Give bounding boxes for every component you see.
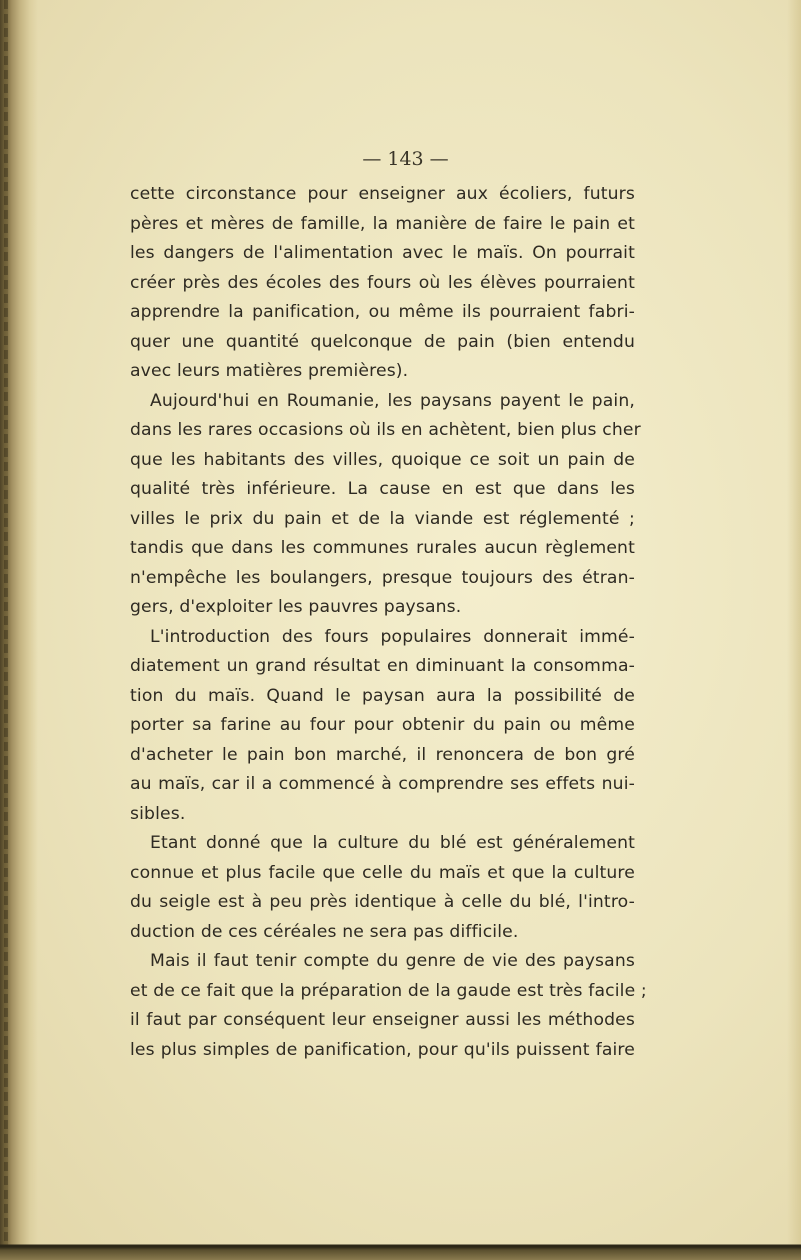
text-line: sibles. <box>130 803 186 824</box>
text-line: Aujourd'hui en Roumanie, les paysans payent le pain, <box>150 390 635 411</box>
text-line: Etant donné que la culture du blé est généralement <box>150 833 635 853</box>
text-line: apprendre la panification, ou même ils pourraient fabri- <box>130 302 635 322</box>
text-line: pères et mères de famille, la manière de faire le pain et <box>130 213 635 234</box>
text-line: d'acheter le pain bon marché, il renoncera de bon gré <box>130 744 635 765</box>
text-line: gers, d'exploiter les pauvres paysans. <box>130 597 462 617</box>
body-text <box>130 180 647 1065</box>
text-line: diatement un grand résultat en diminuant la consomma- <box>130 656 635 676</box>
text-line: villes le prix du pain et de la viande est réglementé ; <box>130 508 635 529</box>
text-line: duction de ces céréales ne sera pas difficile. <box>130 921 519 942</box>
text-line: connue et plus facile que celle du maïs et que la culture <box>130 862 635 883</box>
text-line: les dangers de l'alimentation avec le maïs. On pourrait <box>130 243 635 263</box>
binding-edge <box>4 0 8 1260</box>
page-number: — 143 — <box>362 148 449 170</box>
text-line: cette circonstance pour enseigner aux écoliers, futurs <box>130 184 635 204</box>
text-line: du seigle est à peu près identique à celle du blé, l'intro- <box>130 892 635 912</box>
text-line: tion du maïs. Quand le paysan aura la possibilité de <box>130 685 635 706</box>
page-right-edge <box>787 0 801 1260</box>
binding-shadow <box>0 0 38 1260</box>
text-line: Mais il faut tenir compte du genre de vie des paysans <box>150 951 635 971</box>
text-line: porter sa farine au four pour obtenir du pain ou même <box>130 715 635 735</box>
text-line: qualité très inférieure. La cause en est que dans les <box>130 479 635 499</box>
text-line: quer une quantité quelconque de pain (bien entendu <box>130 331 635 352</box>
text-line: et de ce fait que la préparation de la gaude est très facile ; <box>130 980 647 1001</box>
page-bottom-edge <box>0 1234 801 1260</box>
text-line: il faut par conséquent leur enseigner aussi les méthodes <box>130 1010 635 1030</box>
text-line: avec leurs matières premières). <box>130 361 409 381</box>
text-line: tandis que dans les communes rurales aucun règlement <box>130 538 635 558</box>
text-line: dans les rares occasions où ils en achètent, bien plus cher <box>130 420 641 440</box>
text-line: L'introduction des fours populaires donnerait immé- <box>150 626 635 647</box>
text-line: que les habitants des villes, quoique ce soit un pain de <box>130 449 635 470</box>
text-line: n'empêche les boulangers, presque toujours des étran- <box>130 567 635 588</box>
text-line: au maïs, car il a commencé à comprendre ses effets nui- <box>130 774 635 794</box>
text-line: les plus simples de panification, pour qu'ils puissent faire <box>130 1039 635 1060</box>
text-line: créer près des écoles des fours où les élèves pourraient <box>130 272 635 293</box>
